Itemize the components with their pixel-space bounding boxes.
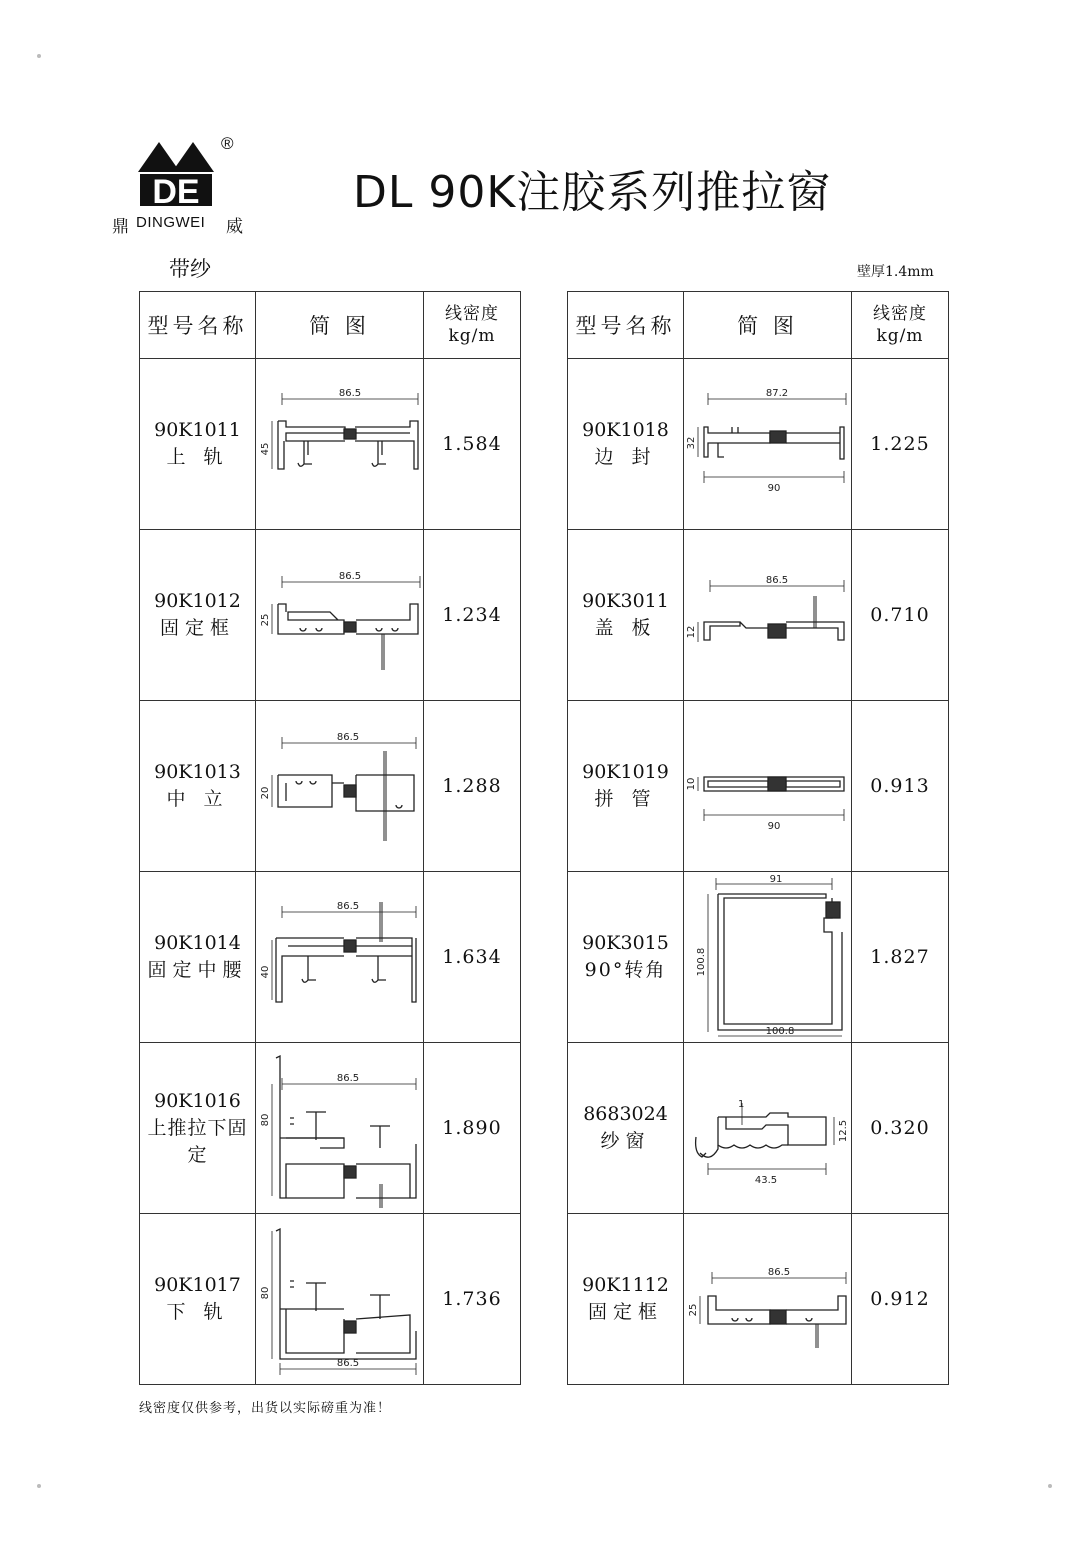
corner-mark <box>37 1484 41 1488</box>
density-value: 1.234 <box>424 530 521 701</box>
model-code: 90K3015 <box>582 932 669 954</box>
model-cell <box>140 1043 256 1214</box>
svg-text:86.5: 86.5 <box>767 1267 790 1278</box>
density-value: 1.288 <box>424 701 521 872</box>
model-name: 边 封 <box>594 446 657 468</box>
left-spec-table <box>139 291 521 1385</box>
svg-text:86.5: 86.5 <box>338 388 361 399</box>
subtitle: 带纱 <box>169 257 211 281</box>
model-cell <box>568 1043 684 1214</box>
model-name: 纱窗 <box>600 1130 651 1152</box>
sketch-cell <box>684 701 852 872</box>
sketch-cell <box>684 1214 852 1385</box>
table-row <box>140 701 521 872</box>
svg-text:45: 45 <box>259 442 271 456</box>
header-density <box>424 292 521 359</box>
svg-text:32: 32 <box>685 436 697 450</box>
svg-text:86.5: 86.5 <box>765 575 788 586</box>
model-name: 中 立 <box>166 788 229 810</box>
sketch-cell <box>256 530 424 701</box>
header-density-unit: kg/m <box>448 326 496 346</box>
model-name: 固定框 <box>587 1301 663 1323</box>
model-cell <box>140 530 256 701</box>
header-density-label: 线密度 <box>873 304 927 324</box>
model-code: 90K1016 <box>154 1089 241 1112</box>
model-cell <box>568 530 684 701</box>
table-header-row <box>140 292 521 359</box>
table-row <box>568 1214 949 1385</box>
profile-sketch <box>260 711 420 861</box>
header-density-unit: kg/m <box>876 326 924 346</box>
model-cell <box>140 872 256 1043</box>
density-value: 0.912 <box>852 1214 949 1385</box>
table-row <box>568 872 949 1043</box>
model-code: 90K1017 <box>154 1274 241 1296</box>
density-value: 0.320 <box>852 1043 949 1214</box>
density-value: 1.827 <box>852 872 949 1043</box>
model-cell <box>568 359 684 530</box>
profile-sketch <box>686 1053 850 1203</box>
brand-name-cn-2: 威 <box>226 217 243 237</box>
model-code: 90K1013 <box>154 761 241 783</box>
density-value: 1.634 <box>424 872 521 1043</box>
svg-text:86.5: 86.5 <box>336 901 359 912</box>
density-value: 1.225 <box>852 359 949 530</box>
header-density <box>852 292 949 359</box>
svg-text:86.5: 86.5 <box>336 732 359 743</box>
svg-text:43.5: 43.5 <box>754 1175 777 1186</box>
table-row <box>140 359 521 530</box>
svg-text:10: 10 <box>685 777 697 791</box>
model-code: 90K1011 <box>154 419 241 441</box>
wall-thickness: 壁厚1.4mm <box>857 264 934 280</box>
table-row <box>568 1043 949 1214</box>
svg-text:86.5: 86.5 <box>336 1358 359 1369</box>
model-name: 上推拉下固定 <box>147 1116 248 1166</box>
table-row <box>568 701 949 872</box>
svg-text:90: 90 <box>767 821 780 832</box>
brand-name-en: DINGWEI <box>136 214 206 231</box>
model-code: 90K1012 <box>154 590 241 612</box>
profile-sketch <box>260 882 420 1032</box>
svg-text:80: 80 <box>259 1286 271 1300</box>
svg-text:90: 90 <box>767 483 780 494</box>
registered-mark: ® <box>221 134 234 153</box>
sketch-cell <box>256 1214 424 1385</box>
model-name: 下 轨 <box>166 1301 229 1323</box>
model-code: 90K1019 <box>582 761 669 783</box>
model-cell <box>140 701 256 872</box>
density-value: 0.913 <box>852 701 949 872</box>
profile-sketch <box>260 1219 420 1379</box>
model-code: 8683024 <box>583 1103 668 1125</box>
density-value: 1.736 <box>424 1214 521 1385</box>
right-spec-table <box>567 291 949 1385</box>
svg-text:91: 91 <box>769 874 782 885</box>
svg-text:86.5: 86.5 <box>336 1073 359 1084</box>
profile-sketch <box>686 874 850 1040</box>
table-row <box>140 530 521 701</box>
page-title: DL 90K注胶系列推拉窗 <box>353 167 832 218</box>
svg-text:87.2: 87.2 <box>765 388 788 399</box>
svg-text:12: 12 <box>685 625 697 639</box>
table-row <box>140 872 521 1043</box>
sketch-cell <box>256 359 424 530</box>
profile-sketch <box>260 540 420 690</box>
header-sketch: 简 图 <box>684 292 852 359</box>
sketch-cell <box>684 872 852 1043</box>
svg-text:86.5: 86.5 <box>338 571 361 582</box>
svg-text:80: 80 <box>259 1113 271 1127</box>
model-name: 上 轨 <box>166 446 229 468</box>
sketch-cell <box>684 530 852 701</box>
model-name: 固定中腰 <box>147 959 248 981</box>
header-model: 型号名称 <box>568 292 684 359</box>
sketch-cell <box>256 872 424 1043</box>
profile-sketch <box>260 1048 420 1208</box>
table-row <box>568 530 949 701</box>
model-code: 90K1018 <box>582 419 669 441</box>
density-value: 0.710 <box>852 530 949 701</box>
svg-text:100.8: 100.8 <box>765 1026 794 1037</box>
sketch-cell <box>256 1043 424 1214</box>
model-name: 拼 管 <box>594 788 657 810</box>
svg-text:12.5: 12.5 <box>837 1119 849 1143</box>
profile-sketch <box>685 369 848 519</box>
sketch-cell <box>684 359 852 530</box>
table-row <box>140 1043 521 1214</box>
model-code: 90K1112 <box>582 1274 669 1296</box>
table-row <box>568 359 949 530</box>
svg-text:1: 1 <box>737 1099 744 1110</box>
model-cell <box>568 872 684 1043</box>
density-value: 1.584 <box>424 359 521 530</box>
header-sketch: 简 图 <box>256 292 424 359</box>
header-model: 型号名称 <box>140 292 256 359</box>
svg-text:25: 25 <box>687 1303 699 1317</box>
model-cell <box>140 1214 256 1385</box>
model-code: 90K1014 <box>154 932 241 954</box>
svg-text:100.8: 100.8 <box>695 947 707 977</box>
model-cell <box>568 701 684 872</box>
model-name: 90°转角 <box>584 959 667 981</box>
profile-sketch <box>685 711 848 861</box>
profile-sketch <box>685 540 848 690</box>
brand-name-cn-1: 鼎 <box>112 217 129 237</box>
sketch-cell <box>684 1043 852 1214</box>
model-name: 盖 板 <box>594 617 657 639</box>
model-cell <box>568 1214 684 1385</box>
density-value: 1.890 <box>424 1043 521 1214</box>
corner-mark <box>37 54 41 58</box>
model-code: 90K3011 <box>582 590 669 612</box>
svg-text:40: 40 <box>259 965 271 979</box>
svg-text:25: 25 <box>259 613 271 627</box>
svg-text:DE: DE <box>152 173 200 211</box>
profile-sketch <box>260 369 420 519</box>
sketch-cell <box>256 701 424 872</box>
footer-note: 线密度仅供参考，出货以实际磅重为准！ <box>139 1401 392 1416</box>
model-name: 固定框 <box>159 617 235 639</box>
svg-text:20: 20 <box>259 786 271 800</box>
profile-sketch <box>688 1224 848 1374</box>
header-density-label: 线密度 <box>445 304 499 324</box>
table-row <box>140 1214 521 1385</box>
corner-mark <box>1048 1484 1052 1488</box>
table-header-row <box>568 292 949 359</box>
model-cell <box>140 359 256 530</box>
